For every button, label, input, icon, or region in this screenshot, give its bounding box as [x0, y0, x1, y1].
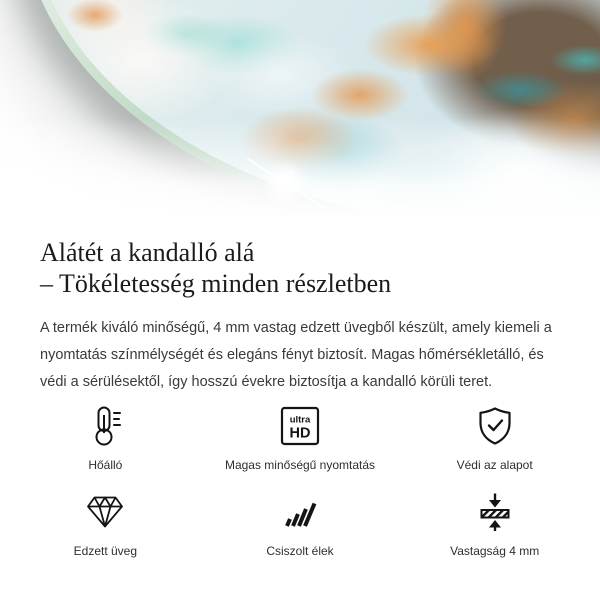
page-title-line2: – Tökéletesség minden részletben — [40, 269, 392, 298]
svg-text:ultra: ultra — [289, 414, 311, 426]
feature-polished-edges — [203, 490, 398, 558]
page-title — [40, 237, 560, 299]
feature-protects-base — [397, 404, 592, 472]
features-grid — [8, 404, 592, 558]
image-fade-overlay — [0, 118, 600, 233]
feature-ultra-hd-print — [203, 404, 398, 472]
thickness-icon — [477, 490, 513, 534]
ultra-hd-icon — [280, 404, 320, 448]
thermometer-icon — [86, 404, 124, 448]
feature-label: Edzett üveg — [73, 544, 138, 558]
svg-text:HD: HD — [289, 425, 311, 442]
feature-label: Védi az alapot — [456, 458, 533, 472]
shield-check-icon — [477, 404, 513, 448]
content-section — [0, 237, 600, 558]
feature-label: Magas minőségű nyomtatás — [224, 458, 376, 472]
feature-label: Vastagság 4 mm — [450, 544, 540, 558]
feature-thickness-4mm — [397, 490, 592, 558]
page-title-line1: Alátét a kandalló alá — [40, 238, 255, 267]
feature-label: Csiszolt élek — [266, 544, 334, 558]
feature-heat-resistant — [8, 404, 203, 472]
feature-label: Hőálló — [88, 458, 123, 472]
diamond-icon — [85, 490, 125, 534]
polished-edges-icon — [279, 490, 321, 534]
feature-tempered-glass — [8, 490, 203, 558]
product-image — [0, 0, 600, 233]
product-description: A termék kiváló minőségű, 4 mm vastag edzett üvegből készült, amely kiemeli a nyomtatás színmélységét és elegáns fényt biztosít. Magas hőmérsékletálló, és védi a sérülésektől, így hosszú évekre biztosítja a kandalló körüli teret. — [40, 320, 552, 390]
